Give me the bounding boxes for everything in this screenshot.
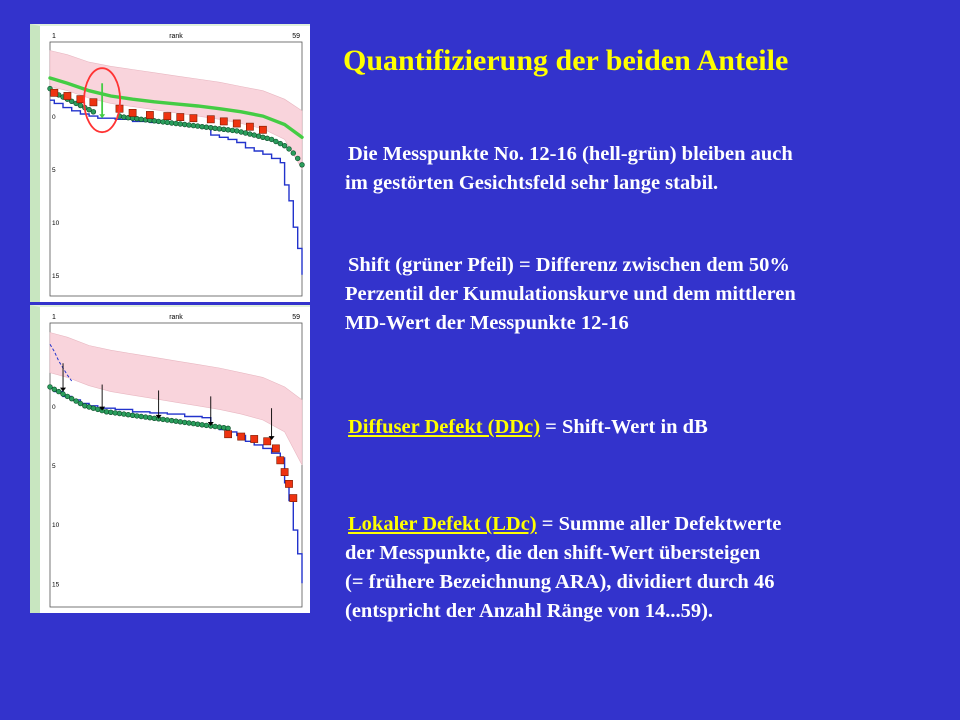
top-y-tick-label: 10 — [52, 219, 60, 227]
top-point-square — [129, 109, 136, 116]
ddc-definition: = Shift-Wert in dB — [540, 416, 708, 438]
top-point-dot — [165, 120, 170, 125]
bottom-point-dot — [69, 396, 74, 401]
top-point-dot — [217, 126, 222, 131]
paragraph-stable-points — [345, 140, 945, 198]
bottom-point-dot — [139, 414, 144, 419]
bottom-point-dot — [74, 399, 79, 404]
top-point-dot — [178, 122, 183, 127]
top-point-square — [177, 114, 184, 121]
bottom-point-dot — [56, 389, 61, 394]
top-point-square — [220, 118, 227, 125]
bottom-y-tick-label: 5 — [52, 463, 56, 470]
bottom-y-tick-label: 10 — [52, 522, 60, 530]
top-x-tick-label: 59 — [292, 33, 300, 40]
bottom-point-dot — [61, 392, 66, 397]
top-point-dot — [204, 125, 209, 130]
top-x-tick-label: 1 — [52, 33, 56, 40]
bottom-point-dot — [48, 385, 53, 390]
slide-title: Quantifizierung der beiden Anteile — [343, 44, 789, 77]
p1-line-2: im gestörten Gesichtsfeld sehr lange stabil. — [345, 172, 719, 194]
top-point-square — [190, 115, 197, 122]
top-point-dot — [287, 147, 292, 152]
bottom-point-dot — [187, 421, 192, 426]
chart-bottom — [40, 307, 310, 613]
bottom-point-square — [225, 431, 232, 438]
top-point-dot — [252, 133, 257, 138]
top-point-dot — [282, 143, 287, 148]
bottom-point-dot — [204, 423, 209, 428]
top-y-tick-label: 0 — [52, 114, 56, 122]
p3-line-1 — [345, 413, 945, 442]
top-point-dot — [248, 132, 253, 137]
bottom-point-dot — [78, 401, 83, 406]
top-point-square — [51, 89, 58, 96]
top-point-square — [164, 113, 171, 120]
p2-line-2: Perzentil der Kumulationskurve und dem mittleren — [345, 283, 796, 305]
bottom-point-dot — [91, 406, 96, 411]
top-point-dot — [243, 131, 248, 136]
bottom-point-dot — [108, 410, 113, 415]
p4-line-4: (entspricht der Anzahl Ränge von 14...59). — [345, 600, 714, 622]
top-y-tick-label: 5 — [52, 167, 56, 174]
chart-top-panel — [30, 24, 310, 302]
bottom-y-tick-label: 15 — [52, 581, 60, 589]
bottom-point-dot — [117, 411, 122, 416]
top-point-dot — [156, 119, 161, 124]
bottom-point-square — [277, 457, 284, 464]
bottom-point-dot — [126, 412, 131, 417]
paragraph-shift-definition — [345, 251, 945, 338]
top-point-dot — [291, 151, 296, 156]
bottom-point-square — [264, 438, 271, 445]
top-point-square — [233, 120, 240, 127]
bottom-point-square — [238, 433, 245, 440]
top-point-square — [77, 96, 84, 103]
top-point-dot — [91, 109, 96, 114]
top-point-dot — [300, 162, 305, 167]
top-point-square — [246, 123, 253, 130]
top-point-square — [64, 92, 71, 99]
p1-line-1: Die Messpunkte No. 12-16 (hell-grün) bleiben auch — [348, 143, 793, 165]
ldc-term: Lokaler Defekt (LDc) — [348, 513, 537, 535]
top-point-dot — [195, 124, 200, 129]
top-point-dot — [261, 135, 266, 140]
bottom-x-tick-label: 1 — [52, 314, 56, 321]
top-point-square — [146, 111, 153, 118]
top-point-dot — [239, 130, 244, 135]
paragraph-local-defect — [345, 510, 945, 626]
top-point-dot — [139, 117, 144, 122]
p4-line-3: (= frühere Bezeichnung ARA), dividiert durch 46 — [345, 571, 775, 593]
ddc-term: Diffuser Defekt (DDc) — [348, 416, 541, 438]
p2-line-1: Shift (grüner Pfeil) = Differenz zwischen dem 50% — [348, 254, 790, 276]
p2-line-3: MD-Wert der Messpunkte 12-16 — [345, 312, 629, 334]
top-point-dot — [226, 127, 231, 132]
top-point-square — [207, 116, 214, 123]
bottom-point-square — [281, 469, 288, 476]
bottom-point-dot — [165, 418, 170, 423]
bottom-point-dot — [217, 425, 222, 430]
top-point-square — [259, 126, 266, 133]
bottom-point-square — [251, 435, 258, 442]
chart-bottom-panel — [30, 305, 310, 613]
bottom-x-axis-label: rank — [169, 314, 183, 321]
ldc-definition: = Summe aller Defektwerte — [536, 513, 782, 535]
top-point-dot — [187, 123, 192, 128]
p4-line-2: der Messpunkte, die den shift-Wert übersteigen — [345, 542, 761, 564]
bottom-point-square — [290, 495, 297, 502]
bottom-x-tick-label: 59 — [292, 314, 300, 321]
bottom-point-dot — [148, 415, 153, 420]
top-x-axis-label: rank — [169, 33, 183, 40]
bottom-point-dot — [52, 387, 57, 392]
top-point-dot — [265, 136, 270, 141]
top-point-dot — [274, 139, 279, 144]
bottom-point-dot — [178, 419, 183, 424]
bottom-point-dot — [195, 422, 200, 427]
chart-top — [40, 26, 310, 302]
bottom-y-tick-label: 0 — [52, 403, 56, 411]
top-point-square — [90, 99, 97, 106]
bottom-point-dot — [226, 426, 231, 431]
top-y-tick-label: 15 — [52, 272, 60, 280]
bottom-point-square — [285, 480, 292, 487]
bottom-point-square — [272, 445, 279, 452]
paragraph-diffuse-defect — [345, 413, 945, 442]
p4-line-1 — [345, 510, 945, 539]
top-point-dot — [78, 103, 83, 108]
top-point-dot — [295, 156, 300, 161]
top-point-dot — [234, 129, 239, 134]
